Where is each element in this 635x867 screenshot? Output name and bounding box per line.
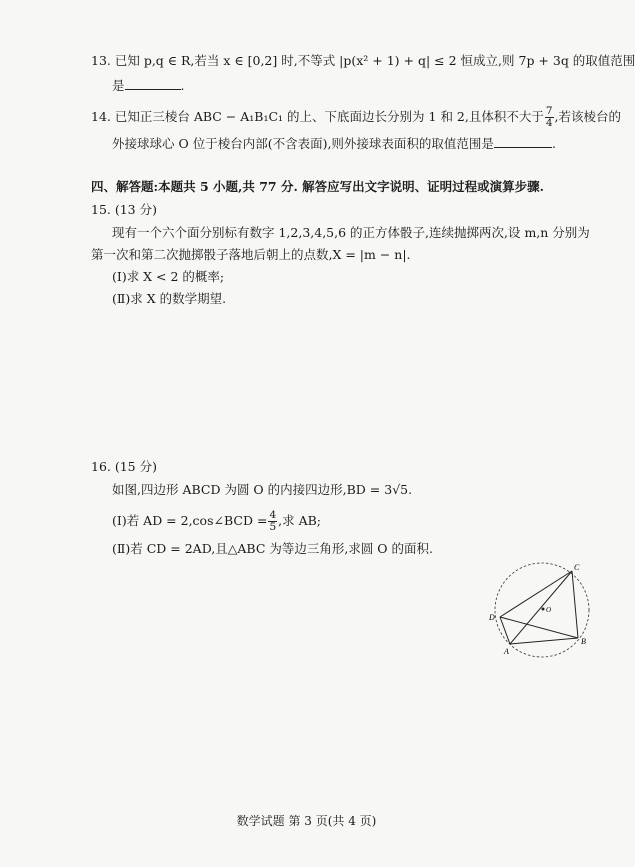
q16-header: 16. (15 分) — [91, 459, 157, 474]
q14-line2-suffix: . — [551, 136, 556, 151]
q16-frac-num: 4 — [269, 509, 277, 521]
label-o: O — [546, 606, 552, 614]
label-b: B — [581, 637, 586, 646]
label-a: A — [504, 647, 509, 656]
q14-volume-fraction — [545, 106, 554, 129]
q14-line1 — [91, 106, 621, 129]
q16-part1-suffix: ,求 AB; — [278, 513, 321, 528]
inscribed-quadrilateral-figure — [486, 560, 598, 660]
q14-line2 — [112, 135, 556, 153]
q15-line2: 第一次和第二次抛掷骰子落地后朝上的点数,X = |m − n|. — [91, 247, 411, 262]
segment-ca — [510, 571, 572, 644]
q15-part1: (Ⅰ)求 X < 2 的概率; — [112, 269, 225, 284]
q13-line2-prefix: 是 — [112, 78, 125, 93]
segment-ab — [510, 638, 578, 644]
segment-cb — [572, 571, 578, 638]
q14-frac-den: 4 — [545, 117, 553, 129]
q14-frac-num: 7 — [545, 105, 553, 117]
segment-cd — [500, 571, 572, 617]
q15-part2: (Ⅱ)求 X 的数学期望. — [112, 291, 227, 306]
q13-line2-suffix: . — [180, 78, 185, 93]
q16-cos-fraction — [268, 510, 277, 533]
page-footer: 数学试题 第 3 页(共 4 页) — [236, 814, 377, 828]
q14-line1-suffix: ,若该棱台的 — [554, 109, 622, 124]
segment-da — [500, 617, 510, 644]
q13-answer-blank — [125, 77, 181, 90]
q13-line1: 13. 已知 p,q ∈ R,若当 x ∈ [0,2] 时,不等式 |p(x² + 1) + q| ≤ 2 恒成立,则 7p + 3q 的取值范围 — [91, 53, 635, 68]
label-d: D — [489, 613, 495, 622]
label-c: C — [574, 563, 580, 572]
q15-line1: 现有一个六个面分别标有数字 1,2,3,4,5,6 的正方体骰子,连续抛掷两次,设 m,n 分别为 — [112, 225, 590, 240]
q16-part2: (Ⅱ)若 CD = 2AD,且△ABC 为等边三角形,求圆 O 的面积. — [112, 541, 433, 556]
segment-db — [500, 617, 578, 638]
q15-header: 15. (13 分) — [91, 202, 157, 217]
q14-line1-prefix: 14. 已知正三棱台 ABC − A₁B₁C₁ 的上、下底面边长分别为 1 和 2,且体积不大于 — [91, 109, 544, 124]
section-4-title: 四、解答题:本题共 5 小题,共 77 分. 解答应写出文字说明、证明过程或演算步骤. — [91, 179, 545, 194]
q14-answer-blank — [494, 135, 552, 148]
q16-frac-den: 5 — [269, 521, 277, 533]
q16-part1 — [112, 510, 321, 533]
q13-line2 — [112, 77, 185, 95]
q16-line1: 如图,四边形 ABCD 为圆 O 的内接四边形,BD = 3√5. — [112, 482, 413, 497]
center-point-o — [542, 608, 545, 611]
q14-line2-prefix: 外接球球心 O 位于棱台内部(不含表面),则外接球表面积的取值范围是 — [112, 136, 494, 151]
q16-part1-prefix: (Ⅰ)若 AD = 2,cos∠BCD = — [112, 513, 268, 528]
